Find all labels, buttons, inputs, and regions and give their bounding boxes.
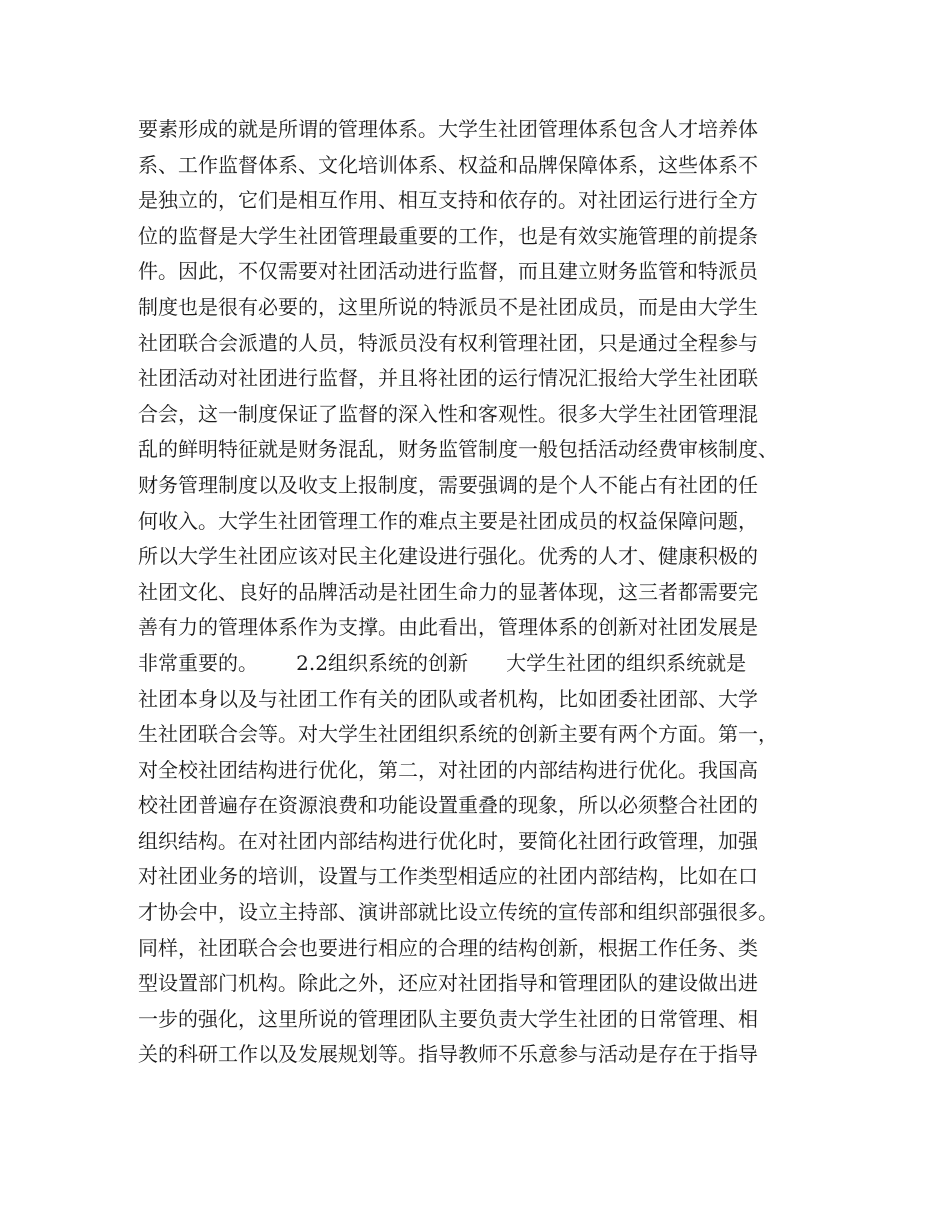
text-line: 善有力的管理体系作为支撑。由此看出，管理体系的创新对社团发展是: [138, 615, 758, 640]
text-line: 系、工作监督体系、文化培训体系、权益和品牌保障体系，这些体系不: [138, 152, 758, 177]
text-line: 位的监督是大学生社团管理最重要的工作，也是有效实施管理的前提条: [138, 223, 758, 248]
text-line: 一步的强化，这里所说的管理团队主要负责大学生社团的日常管理、相: [138, 1006, 758, 1031]
text-line: 才协会中，设立主持部、演讲部就比设立传统的宣传部和组织部强很多。: [138, 900, 778, 925]
text-line: 是独立的，它们是相互作用、相互支持和依存的。对社团运行进行全方: [138, 188, 758, 213]
text-line: 校社团普遍存在资源浪费和功能设置重叠的现象，所以必须整合社团的: [138, 793, 758, 818]
text-line: 组织结构。在对社团内部结构进行优化时，要简化社团行政管理，加强: [138, 828, 758, 853]
text-line: 非常重要的。 2.2组织系统的创新 大学生社团的组织系统就是: [138, 650, 747, 675]
text-line: 关的科研工作以及发展规划等。指导教师不乐意参与活动是存在于指导: [138, 1042, 758, 1067]
text-line: 型设置部门机构。除此之外，还应对社团指导和管理团队的建设做出进: [138, 971, 758, 996]
text-line: 对全校社团结构进行优化，第二，对社团的内部结构进行优化。我国高: [138, 757, 758, 782]
text-line: 要素形成的就是所谓的管理体系。大学生社团管理体系包含人才培养体: [138, 117, 758, 141]
text-line: 财务管理制度以及收支上报制度，需要强调的是个人不能占有社团的任: [138, 472, 758, 497]
text-line: 何收入。大学生社团管理工作的难点主要是社团成员的权益保障问题，: [138, 508, 758, 533]
text-line: 同样，社团联合会也要进行相应的合理的结构创新，根据工作任务、类: [138, 935, 758, 960]
text-line: 社团活动对社团进行监督，并且将社团的运行情况汇报给大学生社团联: [138, 366, 758, 391]
text-line: 乱的鲜明特征就是财务混乱，财务监管制度一般包括活动经费审核制度、: [138, 437, 778, 462]
text-line: 所以大学生社团应该对民主化建设进行强化。优秀的人才、健康积极的: [138, 544, 758, 569]
text-line: 件。因此，不仅需要对社团活动进行监督，而且建立财务监管和特派员: [138, 259, 758, 284]
text-line: 对社团业务的培训，设置与工作类型相适应的社团内部结构，比如在口: [138, 864, 758, 889]
text-line: 生社团联合会等。对大学生社团组织系统的创新主要有两个方面。第一，: [138, 722, 778, 747]
text-line: 社团文化、良好的品牌活动是社团生命力的显著体现，这三者都需要完: [138, 579, 758, 604]
text-line: 社团本身以及与社团工作有关的团队或者机构，比如团委社团部、大学: [138, 686, 758, 711]
text-line: 合会，这一制度保证了监督的深入性和客观性。很多大学生社团管理混: [138, 401, 758, 426]
text-line: 社团联合会派遣的人员，特派员没有权利管理社团，只是通过全程参与: [138, 330, 758, 355]
text-line: 制度也是很有必要的，这里所说的特派员不是社团成员，而是由大学生: [138, 294, 758, 319]
body-text: [138, 112, 838, 1073]
